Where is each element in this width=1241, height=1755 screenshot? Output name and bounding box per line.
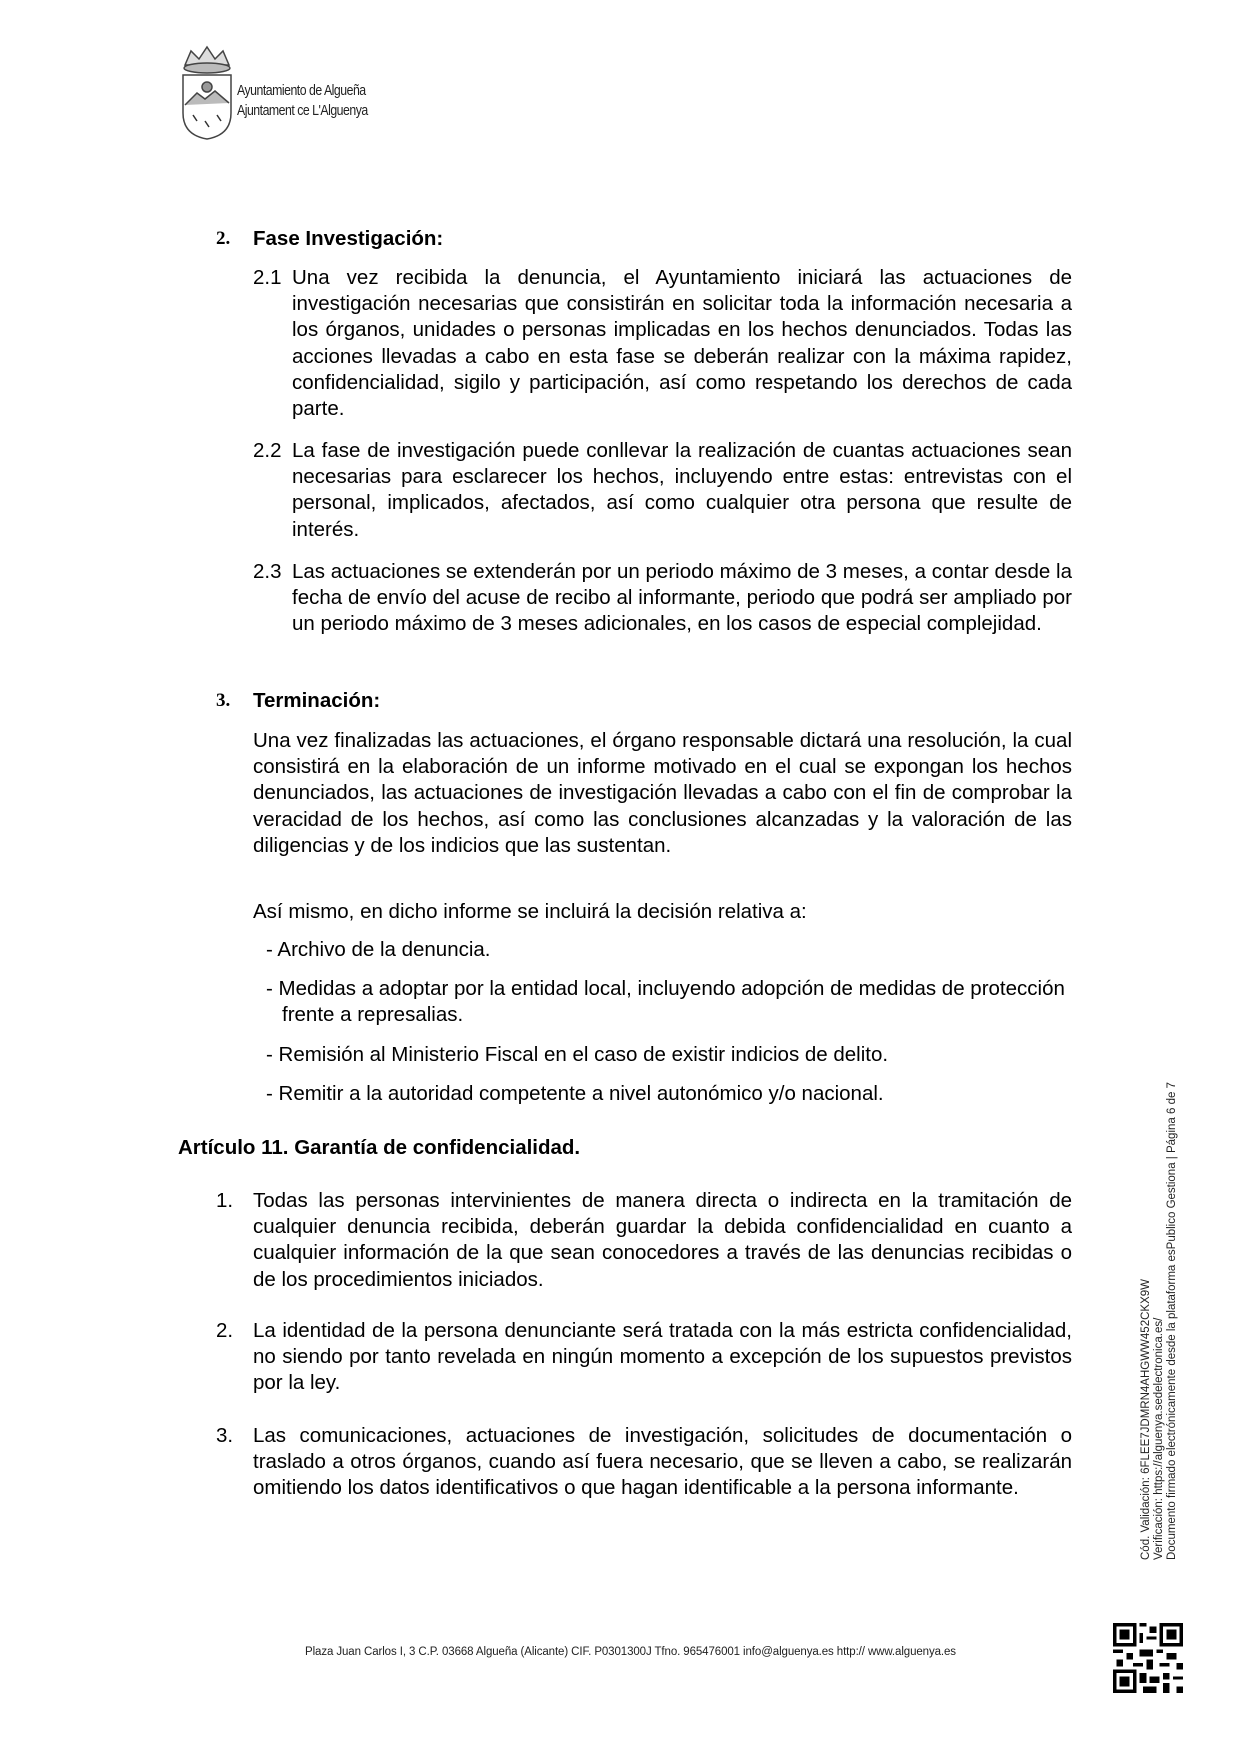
section-3-number: 3.: [216, 690, 231, 711]
item-text-content: Una vez recibida la denuncia, el Ayuntamiento iniciará las actuaciones de investigación necesarias que consistirán en solicitar toda la información necesaria a los órganos, unidades o personas implicadas en los hechos denunciados. Todas las acciones llevadas a cabo en esta fase se deberán realizar con la máxima rapidez, confidencialidad, sigilo y participación, así como respetando los derechos de cada parte.: [292, 266, 1072, 421]
item-text: [253, 265, 1072, 422]
item-text-content: La identidad de la persona denunciante será tratada con la más estricta confidencialidad, no siendo por tanto revelada en ningún momento a excepción de los supuestos previstos por la ley.: [253, 1319, 1072, 1395]
item-label: 2.3: [253, 560, 282, 583]
validation-code: Cód. Validación: 6FLEE7JDMRN4AHGWW452CKX9W: [1140, 1279, 1152, 1560]
bullet-text: - Medidas a adoptar por la entidad local, incluyendo adopción de medidas de protección frente a represalias.: [266, 977, 1065, 1027]
item-text: [253, 438, 1072, 543]
item-label: 3.: [216, 1424, 234, 1447]
article-11-title: Artículo 11. Garantía de confidencialidad.: [178, 1136, 581, 1159]
footer-address: Plaza Juan Carlos I, 3 C.P. 03668 Algueña (Alicante) CIF. P0301300J Tfno. 965476001 info@alguenya.es http:// www.alguenya.es: [305, 1646, 956, 1658]
article-item-3: [216, 1423, 1072, 1502]
municipal-logo: [177, 43, 367, 143]
coat-of-arms-icon: [177, 43, 237, 143]
section-3-title: Terminación:: [253, 689, 381, 712]
item-text-content: La fase de investigación puede conllevar la realización de cuantas actuaciones sean necesarias para esclarecer los hechos, incluyendo entre estas: entrevistas con el personal, implicados, afectados, así como cualquier otra persona que resulte de interés.: [292, 439, 1072, 541]
list-item-2-1: [253, 265, 1072, 422]
list-item-2-3: [253, 559, 1072, 638]
list-item-2-2: [253, 438, 1072, 543]
org-name-va: Ajuntament ce L'Alguenya: [237, 102, 368, 119]
org-name-es: Ayuntamiento de Algueña: [237, 82, 366, 99]
item-label: 1.: [216, 1189, 234, 1212]
item-text: [216, 1423, 1072, 1502]
section-2-title: Fase Investigación:: [253, 227, 444, 250]
validation-stamp: [1140, 1082, 1179, 1560]
item-label: 2.: [216, 1319, 234, 1342]
item-text: [253, 559, 1072, 638]
item-text-content: Las comunicaciones, actuaciones de investigación, solicitudes de documentación o traslado a otros órganos, cuando así fuera necesario, que se lleven a cabo, se realizarán omitiendo los datos identificativos o que hagan identificable a la persona informante.: [253, 1424, 1072, 1500]
bullet-item: - Archivo de la denuncia.: [266, 938, 491, 961]
decision-intro: Así mismo, en dicho informe se incluirá la decisión relativa a:: [253, 900, 807, 923]
bullet-item: - Remisión al Ministerio Fiscal en el caso de existir indicios de delito.: [266, 1043, 889, 1066]
item-text: [216, 1188, 1072, 1293]
item-text: [216, 1318, 1072, 1397]
item-text-content: Las actuaciones se extenderán por un periodo máximo de 3 meses, a contar desde la fecha de envío del acuse de recibo al informante, periodo que podrá ser ampliado por un periodo máximo de 3 meses adicionales, en los casos de especial complejidad.: [292, 560, 1072, 636]
article-item-2: [216, 1318, 1072, 1397]
bullet-item: - Remitir a la autoridad competente a nivel autonómico y/o nacional.: [266, 1082, 884, 1105]
item-label: 2.2: [253, 439, 282, 462]
bullet-item: [266, 976, 1066, 1028]
item-text-content: Todas las personas intervinientes de manera directa o indirecta en la tramitación de cualquier denuncia recibida, deberán guardar la debida confidencialidad en cuanto a cualquier información de la que sean conocedores a través de las denuncias recibidas o de los procedimientos iniciados.: [253, 1189, 1072, 1291]
article-item-1: [216, 1188, 1072, 1293]
section-2-number: 2.: [216, 228, 231, 249]
verification-url[interactable]: Verificación: https://alguenya.sedelectronica.es/: [1153, 1317, 1165, 1560]
termination-paragraph: Una vez finalizadas las actuaciones, el órgano responsable dictará una resolución, la cual consistirá en la elaboración de un informe motivado en el cual se expongan los hechos denunciados, las actuaciones de investigación llevadas a cabo con el fin de comprobar la veracidad de los hechos, así como las conclusiones alcanzadas y la valoración de las diligencias y de los indicios que las sustentan.: [253, 729, 1072, 857]
item-label: 2.1: [253, 266, 282, 289]
qr-code-icon: [1113, 1623, 1183, 1693]
signature-note: Documento firmado electrónicamente desde la plataforma esPublico Gestiona | Página 6 de 7: [1166, 1082, 1178, 1560]
